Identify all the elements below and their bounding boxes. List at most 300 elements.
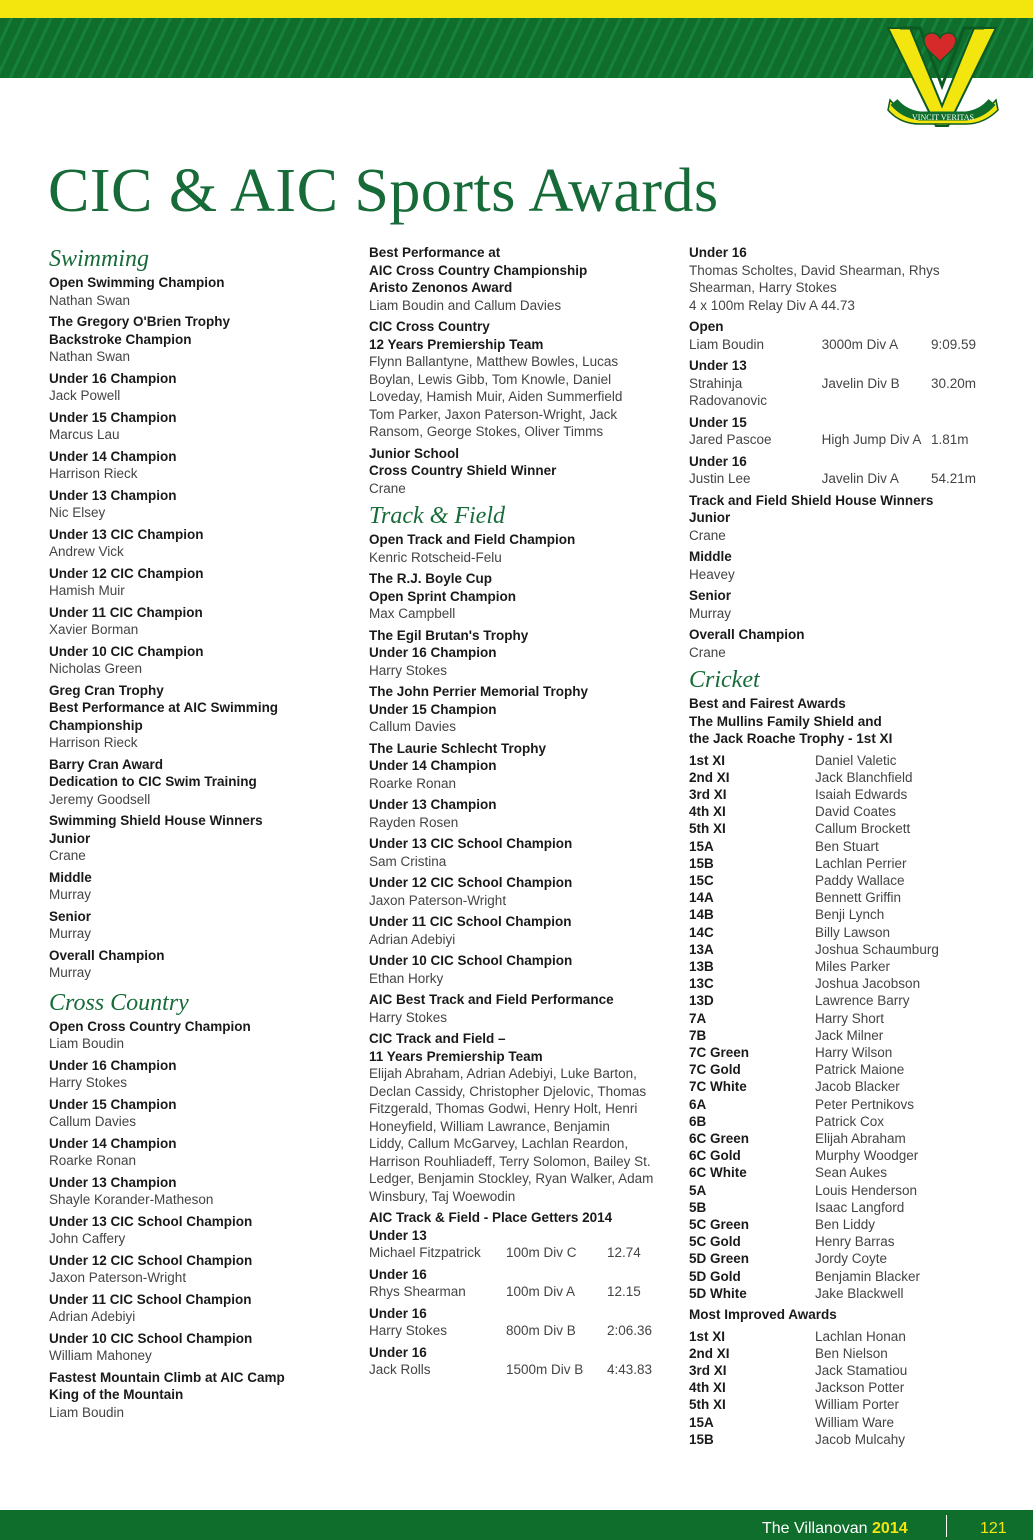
award-winner: Murray <box>49 965 92 980</box>
award-winner: Roarke Ronan <box>49 1153 137 1168</box>
cricket-award-row <box>689 1147 989 1164</box>
cricket-award-row <box>689 1216 989 1233</box>
player-name: Isaiah Edwards <box>815 786 908 802</box>
cricket-award-row <box>689 906 989 923</box>
award-heading: Cross Country Shield Winner <box>369 463 557 478</box>
award-entry <box>49 526 349 561</box>
award-winner: Shayle Korander-Matheson <box>49 1192 214 1207</box>
cricket-award-row <box>689 975 989 992</box>
award-winner: Harry Stokes <box>369 1009 448 1025</box>
team-name: 14A <box>689 890 714 906</box>
award-entry <box>49 812 349 865</box>
award-heading: Under 13 CIC School Champion <box>369 836 573 851</box>
place-getter-age: Open <box>689 319 724 334</box>
team-name: 2nd XI <box>689 1345 730 1361</box>
award-winner: Boylan, Lewis Gibb, Tom Knowle, Daniel <box>369 371 612 387</box>
award-heading: Under 12 CIC School Champion <box>369 875 573 890</box>
team-name: 7A <box>689 1010 707 1026</box>
cricket-award-row <box>689 1396 989 1413</box>
award-entry <box>369 740 669 793</box>
team-name: 5C Gold <box>689 1234 741 1250</box>
team-name: 4th XI <box>689 804 726 820</box>
award-entry <box>369 318 669 441</box>
award-heading: Under 12 CIC School Champion <box>49 1252 253 1268</box>
event-name: Javelin Div A <box>821 471 899 486</box>
award-heading: The Egil Brutan's Trophy <box>369 627 529 643</box>
place-getter-entry <box>369 1305 669 1340</box>
team-name: 6B <box>689 1113 707 1129</box>
player-name: Jake Blackwell <box>815 1285 904 1301</box>
page-title: CIC & AIC Sports Awards <box>48 157 719 225</box>
award-heading: Track and Field Shield House Winners <box>689 492 934 508</box>
team-name: 3rd XI <box>689 1362 727 1378</box>
place-getter-age: Under 13 <box>689 358 747 373</box>
place-getter-age: Under 16 <box>369 1305 427 1321</box>
award-entry <box>369 570 669 623</box>
award-winner: Crane <box>689 644 726 660</box>
cricket-award-row <box>689 1250 989 1267</box>
cricket-award-row <box>689 803 989 820</box>
award-entry <box>49 487 349 522</box>
award-entry <box>369 244 669 314</box>
place-getters-list-continued <box>689 318 989 488</box>
player-name: Jack Blanchfield <box>815 769 913 785</box>
team-name: 6C Green <box>689 1130 750 1146</box>
column-1 <box>49 244 349 1425</box>
award-entry <box>49 604 349 639</box>
track-field-shield-entries <box>689 492 989 662</box>
award-heading: Fastest Mountain Climb at AIC Camp <box>49 1369 285 1385</box>
player-name: Harry Short <box>815 1010 885 1026</box>
player-name: Joshua Schaumburg <box>815 941 939 957</box>
event-result: 12.15 <box>607 1284 641 1299</box>
award-winner: Harrison Rouhliadeff, Terry Solomon, Bailey St. <box>369 1153 651 1169</box>
place-getter-entry <box>369 1344 669 1379</box>
award-winner: Tom Parker, Jaxon Paterson-Wright, Jack <box>369 406 618 422</box>
award-entry <box>369 835 669 870</box>
award-winner: Liam Boudin <box>49 1404 125 1420</box>
cricket-award-row <box>689 1362 989 1379</box>
award-winner: Xavier Borman <box>49 622 139 637</box>
publication-year: 2014 <box>872 1520 908 1537</box>
relay-line: 4 x 100m Relay Div A 44.73 <box>689 297 855 313</box>
place-getter-row <box>369 1322 669 1340</box>
award-winner: Liam Boudin <box>49 1036 125 1051</box>
award-heading: Under 14 Champion <box>49 448 177 464</box>
relay-entry <box>689 244 989 314</box>
award-heading: Overall Champion <box>49 947 165 963</box>
team-name: 14C <box>689 924 714 940</box>
cross-country-entries <box>49 1018 349 1422</box>
cricket-award-row <box>689 1061 989 1078</box>
event-name: 1500m Div B <box>506 1362 584 1377</box>
cricket-award-row <box>689 1345 989 1362</box>
team-name: 15B <box>689 1431 714 1447</box>
award-winner: Murray <box>49 887 92 902</box>
cricket-award-row <box>689 1414 989 1431</box>
school-crest-logo <box>880 14 1005 132</box>
award-heading: Under 13 CIC Champion <box>49 526 204 542</box>
award-heading: Aristo Zenonos Award <box>369 280 513 295</box>
award-winner: Adrian Adebiyi <box>49 1309 136 1324</box>
award-entry <box>689 626 989 661</box>
place-getter-row <box>689 375 989 410</box>
award-heading: Under 13 CIC School Champion <box>49 1213 253 1229</box>
award-heading: Dedication to CIC Swim Training <box>49 774 257 789</box>
player-name: Benjamin Blacker <box>815 1268 921 1284</box>
award-winner: Harrison Rieck <box>49 466 138 481</box>
award-entry <box>49 756 349 809</box>
award-entry <box>49 869 349 904</box>
cricket-award-row <box>689 1130 989 1147</box>
player-name: Henry Barras <box>815 1234 895 1250</box>
award-heading: Swimming Shield House Winners <box>49 813 263 828</box>
player-name: Elijah Abraham <box>815 1130 906 1146</box>
place-getter-entry <box>689 414 989 449</box>
swimming-entries <box>49 274 349 982</box>
team-name: 5C Green <box>689 1216 750 1232</box>
award-entry <box>49 1369 349 1422</box>
award-winner: Fitzgerald, Thomas Godwi, Henry Holt, Henri <box>369 1101 638 1116</box>
award-winner: Adrian Adebiyi <box>369 931 456 947</box>
award-entry <box>689 548 989 583</box>
place-getter-entry <box>689 318 989 353</box>
award-entry <box>369 796 669 831</box>
player-name: Paddy Wallace <box>815 872 905 888</box>
award-winner: Ethan Horky <box>369 970 444 986</box>
crest-motto: VINCIT VERITAS <box>912 113 974 122</box>
award-entry <box>369 627 669 680</box>
award-entry <box>49 1018 349 1053</box>
award-heading: Under 16 Champion <box>369 645 497 660</box>
player-name: Jack Milner <box>815 1027 884 1043</box>
award-heading: Under 16 Champion <box>49 1057 177 1073</box>
place-getter-entry <box>689 453 989 488</box>
event-result: 30.20m <box>930 375 976 391</box>
player-name: Lachlan Perrier <box>815 855 907 871</box>
team-name: 5D Gold <box>689 1268 741 1284</box>
award-entry <box>49 908 349 943</box>
cricket-award-row <box>689 1268 989 1285</box>
place-getters-heading: AIC Track & Field - Place Getters 2014 <box>369 1210 613 1225</box>
award-entry <box>49 565 349 600</box>
award-heading: AIC Best Track and Field Performance <box>369 992 614 1007</box>
player-name: Sean Aukes <box>815 1165 888 1181</box>
award-heading: Under 10 CIC School Champion <box>369 953 573 968</box>
award-winner: Hamish Muir <box>49 583 125 598</box>
award-winner: Honeyfield, William Lawrance, Benjamin <box>369 1118 610 1134</box>
place-getter-row <box>689 431 989 449</box>
award-winner: Heavey <box>689 566 735 582</box>
player-name: Patrick Cox <box>815 1113 885 1129</box>
award-winner: Harry Stokes <box>369 662 448 678</box>
award-entry <box>49 1135 349 1170</box>
team-name: 7C White <box>689 1079 747 1095</box>
team-name: 5B <box>689 1199 707 1215</box>
award-heading: Open Swimming Champion <box>49 275 225 290</box>
award-heading: Under 11 CIC School Champion <box>369 914 572 929</box>
award-winner: Callum Davies <box>369 719 457 734</box>
footer-divider <box>946 1515 947 1537</box>
cricket-award-row <box>689 838 989 855</box>
award-winner: Liddy, Callum McGarvey, Lachlan Reardon, <box>369 1136 629 1151</box>
award-entry <box>49 1291 349 1326</box>
player-name: Jacob Blacker <box>815 1079 900 1095</box>
place-getter-age: Under 16 <box>369 1266 427 1282</box>
place-getters-list <box>369 1227 669 1379</box>
award-entry <box>49 1057 349 1092</box>
best-fairest-table <box>689 752 989 1303</box>
award-winner: Nathan Swan <box>49 349 131 364</box>
award-winner: Ransom, George Stokes, Oliver Timms <box>369 424 604 439</box>
award-winner: Max Campbell <box>369 606 456 621</box>
award-heading: 11 Years Premiership Team <box>369 1048 543 1064</box>
award-heading: Under 13 Champion <box>49 487 177 503</box>
place-getter-row <box>369 1283 669 1301</box>
best-fairest-heading <box>689 695 989 748</box>
team-name: 2nd XI <box>689 769 730 785</box>
award-winner: Winsbury, Taj Woewodin <box>369 1188 516 1204</box>
player-name: Lawrence Barry <box>815 993 910 1009</box>
most-improved-table <box>689 1328 989 1448</box>
player-name: Ben Nielson <box>815 1345 888 1361</box>
publication-name: The Villanovan <box>762 1520 868 1537</box>
award-heading: Under 15 Champion <box>369 701 497 717</box>
award-heading: Greg Cran Trophy <box>49 682 164 698</box>
team-name: 6C White <box>689 1165 747 1181</box>
award-winner: Flynn Ballantyne, Matthew Bowles, Lucas <box>369 354 619 369</box>
award-heading: Under 11 CIC Champion <box>49 604 203 620</box>
cricket-award-row <box>689 1096 989 1113</box>
award-heading: Middle <box>49 869 92 885</box>
award-entry <box>369 683 669 736</box>
award-winner: Callum Davies <box>49 1114 137 1129</box>
award-heading: Under 10 CIC Champion <box>49 643 204 659</box>
team-name: 7C Gold <box>689 1062 741 1078</box>
award-winner: Ledger, Benjamin Stockley, Ryan Walker, Adam <box>369 1171 654 1186</box>
award-entry <box>49 947 349 982</box>
award-heading: Under 15 Champion <box>49 409 177 425</box>
award-winner: Andrew Vick <box>49 544 124 559</box>
player-name: Miles Parker <box>815 958 891 974</box>
player-name: Billy Lawson <box>815 924 891 940</box>
header-yellow-band <box>0 0 1033 18</box>
award-entry <box>49 409 349 444</box>
player-name: Ben Liddy <box>815 1216 876 1232</box>
award-winner: Nic Elsey <box>49 505 106 520</box>
team-name: 15B <box>689 855 714 871</box>
player-name: Peter Pertnikovs <box>815 1096 915 1112</box>
award-heading: Open Cross Country Champion <box>49 1018 251 1034</box>
team-name: 5D Green <box>689 1251 750 1267</box>
team-name: 14B <box>689 907 714 923</box>
team-name: 5th XI <box>689 821 726 837</box>
award-heading: AIC Cross Country Championship <box>369 262 588 278</box>
cricket-award-row <box>689 769 989 786</box>
team-name: 15A <box>689 1414 714 1430</box>
team-name: 1st XI <box>689 1328 726 1344</box>
column-2 <box>369 244 669 1383</box>
team-name: 13D <box>689 993 714 1009</box>
award-winner: Murray <box>49 926 92 941</box>
award-heading: CIC Track and Field – <box>369 1031 506 1046</box>
award-heading: Senior <box>689 588 732 603</box>
award-winner: Rayden Rosen <box>369 814 459 830</box>
player-name: Benji Lynch <box>815 907 885 923</box>
player-name: David Coates <box>815 804 897 820</box>
award-heading: Junior <box>49 830 91 846</box>
athlete-name: Strahinja Radovanovic <box>689 375 768 408</box>
award-heading: Senior <box>49 908 92 924</box>
cricket-award-row <box>689 992 989 1009</box>
player-name: Murphy Woodger <box>815 1148 919 1164</box>
award-entry <box>689 492 989 545</box>
page-number: 121 <box>980 1520 1007 1537</box>
award-entry <box>369 1030 669 1205</box>
player-name: Daniel Valetic <box>815 752 897 768</box>
player-name: Callum Brockett <box>815 821 911 837</box>
award-entry <box>369 874 669 909</box>
award-heading: Middle <box>689 549 732 564</box>
section-title-swimming: Swimming <box>49 246 150 272</box>
cross-country-entries-continued <box>369 244 669 497</box>
cricket-award-row <box>689 855 989 872</box>
cricket-award-row <box>689 1010 989 1027</box>
place-getter-row <box>369 1361 669 1379</box>
award-heading: Under 16 Champion <box>49 370 177 386</box>
award-winner: Nicholas Green <box>49 661 143 676</box>
place-getter-row <box>369 1244 669 1262</box>
award-entry <box>369 531 669 566</box>
award-heading: Under 15 Champion <box>49 1096 177 1112</box>
event-name: 800m Div B <box>506 1323 576 1338</box>
player-name: Isaac Langford <box>815 1199 905 1215</box>
award-entry <box>369 913 669 948</box>
award-heading: The John Perrier Memorial Trophy <box>369 684 589 699</box>
relay-line: Shearman, Harry Stokes <box>689 280 837 295</box>
place-getter-entry <box>689 357 989 410</box>
award-heading: Open Sprint Champion <box>369 588 516 604</box>
award-winner: Liam Boudin and Callum Davies <box>369 297 562 313</box>
footer-publication <box>762 1519 908 1539</box>
award-winner: Marcus Lau <box>49 427 120 442</box>
cricket-award-row <box>689 1285 989 1302</box>
track-field-entries <box>369 531 669 1205</box>
cricket-award-row <box>689 872 989 889</box>
team-name: 4th XI <box>689 1380 726 1396</box>
player-name: Patrick Maione <box>815 1062 905 1078</box>
team-name: 13B <box>689 958 714 974</box>
place-getter-age: Under 15 <box>689 414 747 430</box>
award-heading: CIC Cross Country <box>369 319 490 334</box>
athlete-name: Harry Stokes <box>369 1323 448 1338</box>
award-heading: Junior School <box>369 445 460 461</box>
cricket-award-row <box>689 1379 989 1396</box>
event-name: 100m Div C <box>506 1245 577 1260</box>
cricket-award-row <box>689 924 989 941</box>
best-fairest-heading-line: Best and Fairest Awards <box>689 696 846 711</box>
award-winner: Elijah Abraham, Adrian Adebiyi, Luke Barton, <box>369 1066 637 1081</box>
award-entry <box>49 682 349 752</box>
player-name: Jordy Coyte <box>815 1251 888 1267</box>
team-name: 7B <box>689 1027 707 1043</box>
place-getter-age: Under 16 <box>689 453 747 469</box>
cricket-award-row <box>689 786 989 803</box>
player-name: William Ware <box>815 1414 894 1430</box>
award-winner: Harrison Rieck <box>49 735 138 750</box>
award-winner: Nathan Swan <box>49 292 131 308</box>
team-name: 7C Green <box>689 1044 750 1060</box>
award-heading: The Gregory O'Brien Trophy <box>49 314 230 329</box>
award-heading: Under 10 CIC School Champion <box>49 1330 253 1346</box>
award-entry <box>49 448 349 483</box>
place-getter-row <box>689 470 989 488</box>
award-entry <box>49 1252 349 1287</box>
header-green-band <box>0 18 1033 78</box>
award-heading: Open Track and Field Champion <box>369 532 576 547</box>
award-entry <box>369 991 669 1026</box>
athlete-name: Liam Boudin <box>689 336 765 352</box>
place-getter-age: Under 16 <box>369 1344 427 1360</box>
award-heading: Best Performance at AIC Swimming <box>49 700 279 715</box>
award-heading: Under 13 Champion <box>369 797 497 812</box>
player-name: Joshua Jacobson <box>815 976 921 992</box>
cricket-award-row <box>689 1164 989 1181</box>
event-result: 12.74 <box>607 1245 641 1260</box>
player-name: Lachlan Honan <box>815 1328 906 1344</box>
award-entry <box>49 274 349 309</box>
event-name: High Jump Div A <box>821 432 922 447</box>
cricket-award-row <box>689 1182 989 1199</box>
award-winner: Murray <box>689 605 732 621</box>
player-name: Jacob Mulcahy <box>815 1431 906 1447</box>
cricket-award-row <box>689 1328 989 1345</box>
event-result: 1.81m <box>930 432 969 447</box>
player-name: Bennett Griffin <box>815 890 902 906</box>
award-winner: Crane <box>689 527 726 543</box>
award-heading: Championship <box>49 717 143 733</box>
event-result: 9:09.59 <box>930 336 976 352</box>
column-3 <box>689 244 989 1448</box>
award-heading: Barry Cran Award <box>49 756 164 772</box>
player-name: Jack Stamatiou <box>815 1362 908 1378</box>
team-name: 13C <box>689 976 714 992</box>
athlete-name: Justin Lee <box>689 471 751 486</box>
athlete-name: Rhys Shearman <box>369 1284 466 1299</box>
award-winner: Roarke Ronan <box>369 775 457 791</box>
award-entry <box>49 1213 349 1248</box>
cricket-award-row <box>689 941 989 958</box>
award-entry <box>49 1174 349 1209</box>
award-heading: Under 11 CIC School Champion <box>49 1291 252 1307</box>
team-name: 1st XI <box>689 752 726 768</box>
award-entry <box>369 952 669 987</box>
relay-age: Under 16 <box>689 245 747 260</box>
team-name: 6A <box>689 1096 707 1112</box>
award-heading: The Laurie Schlecht Trophy <box>369 740 547 756</box>
player-name: Louis Henderson <box>815 1182 918 1198</box>
award-heading: Under 14 Champion <box>369 758 497 773</box>
award-winner: Crane <box>49 848 86 863</box>
place-getter-age: Under 13 <box>369 1227 427 1243</box>
award-entry <box>49 313 349 366</box>
place-getter-entry <box>369 1227 669 1262</box>
award-heading: Under 13 Champion <box>49 1174 177 1190</box>
award-entry <box>49 643 349 678</box>
athlete-name: Jack Rolls <box>369 1362 431 1377</box>
award-heading: The R.J. Boyle Cup <box>369 571 493 586</box>
award-winner: Jaxon Paterson-Wright <box>369 892 507 908</box>
